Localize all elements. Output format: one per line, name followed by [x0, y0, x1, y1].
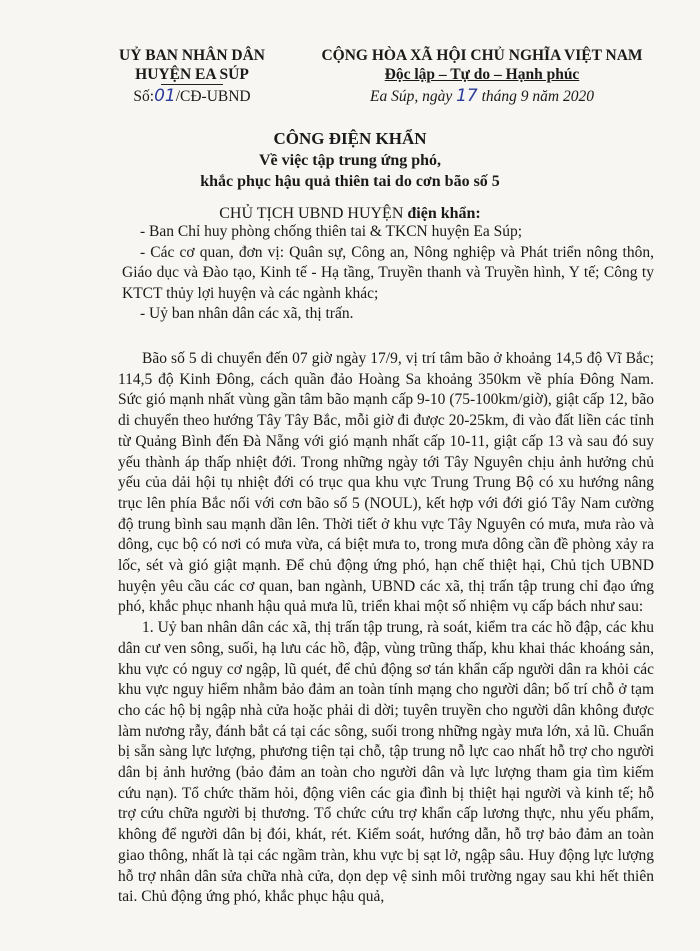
doc-number-suffix: /CĐ-UBND [175, 88, 251, 105]
recipient-item: - Uỷ ban nhân dân các xã, thị trấn. [140, 305, 354, 322]
document-number [102, 85, 282, 108]
authority-line-1: UỶ BAN NHÂN DÂN [119, 47, 265, 64]
date-day-handwritten: 17 [456, 86, 478, 106]
recipients-list [122, 222, 654, 325]
document-body [118, 349, 654, 908]
nation-name: CỘNG HÒA XÃ HỘI CHỦ NGHĨA VIỆT NAM [321, 47, 643, 64]
issuing-authority [102, 46, 282, 108]
issue-date [292, 85, 672, 108]
title-line-3: khắc phục hậu quả thiên tai do cơn bão số 5 [200, 173, 500, 190]
body-paragraph: 1. Uỷ ban nhân dân các xã, thị trấn tập trung, rà soát, kiểm tra các hồ đập, các khu dân cư ven sông, suối, hạ lưu các hồ, đập, vùng trũng thấp, khu khai thác khoáng sản, khu vực có nguy cơ ngập, lũ quét, để chủ động sơ tán khẩn cấp người dân ra khỏi các khu vực nguy hiểm nhằm bảo đảm an toàn tính mạng cho người dân; bố trí chỗ ở tạm cho các hộ bị ngập nhà cửa hoặc phải di dời; tuyên truyền cho người dân không được làm nương rẫy, đánh bắt cá tại các sông, suối trong những ngày mưa lớn, xả lũ. Chuẩn bị sẵn sàng lực lượng, phương tiện tại chỗ, tập trung nỗ lực cao nhất hỗ trợ cho người dân bị ảnh hưởng (bảo đảm an toàn cho người dân và lực lượng tham gia tìm kiếm cứu nạn). Tổ chức thăm hỏi, động viên các gia đình bị thiệt hại người và kinh tế; hỗ trợ cứu chữa người bị thương. Tổ chức cứu trợ khẩn cấp lương thực, nhu yếu phẩm, không để người dân bị đói, khát, rét. Kiểm soát, hướng dẫn, hỗ trợ bảo đảm an toàn giao thông, nhất là tại các ngầm tràn, khu vực bị sạt lở, ngập sâu. Huy động lực lượng hỗ trợ nhân dân sửa chữa nhà cửa, dọn dẹp vệ sinh môi trường ngay sau khi hết thiên tai. Chủ động ứng phó, khắc phục hậu quả, [118, 619, 654, 906]
national-heading [292, 46, 672, 108]
document-title [0, 128, 700, 192]
title-line-2: Về việc tập trung ứng phó, [258, 152, 442, 169]
chairman-directive [0, 203, 700, 224]
authority-line-2: HUYỆN EA SÚP [135, 66, 249, 83]
doc-number-handwritten: 01 [154, 86, 176, 106]
national-motto: Độc lập – Tự do – Hạnh phúc [384, 66, 580, 83]
recipient-item: - Ban Chỉ huy phòng chống thiên tai & TKCN huyện Ea Súp; [140, 223, 523, 240]
recipient-item: - Các cơ quan, đơn vị: Quân sự, Công an, Nông nghiệp và Phát triển nông thôn, Giáo dục và Đào tạo, Kinh tế - Hạ tầng, Truyền thanh và Truyền hình, Y tế; Công ty KTCT thủy lợi huyện và các ngành khác; [122, 243, 654, 302]
body-paragraph: Bão số 5 di chuyển đến 07 giờ ngày 17/9, vị trí tâm bão ở khoảng 14,5 độ Vĩ Bắc; 114,5 độ Kinh Đông, cách quần đảo Hoàng Sa khoảng 350km về phía Đông Nam. Sức gió mạnh nhất vùng gần tâm bão mạnh cấp 9-10 (75-100km/giờ), giật cấp 12, bão di chuyển theo hướng Tây Tây Bắc, mỗi giờ đi được 20-25km, đi vào đất liền các tỉnh từ Quảng Bình đến Đà Nẵng với gió mạnh nhất cấp 10-11, giật cấp 13 và sau đó suy yếu thành áp thấp nhiệt đới. Trong những ngày tới Tây Nguyên chịu ảnh hưởng chủ yếu của dải hội tụ nhiệt đới có trục qua khu vực Trung Trung Bộ có xu hướng nâng trục lên phía Bắc nối với cơn bão số 5 (NOUL), kết hợp với đới gió Tây Nam cường độ trung bình sau mạnh dần lên. Thời tiết ở khu vực Tây Nguyên có mưa, mưa rào và dông, cục bộ có nơi có mưa vừa, cá biệt mưa to, trong mưa dông cần đề phòng xảy ra lốc, sét và gió giật mạnh. Để chủ động ứng phó, hạn chế thiệt hại, Chủ tịch UBND huyện yêu cầu các cơ quan, ban ngành, UBND các xã, thị trấn tập trung chỉ đạo ứng phó, khắc phục nhanh hậu quả mưa lũ, triển khai một số nhiệm vụ cấp bách như sau: [118, 350, 654, 616]
date-prefix: Ea Súp, ngày [370, 88, 453, 105]
doc-number-prefix: Số: [133, 88, 155, 105]
chairman-prefix: CHỦ TỊCH UBND HUYỆN [219, 205, 404, 222]
title-line-1: CÔNG ĐIỆN KHẨN [273, 129, 427, 148]
date-suffix: tháng 9 năm 2020 [481, 88, 594, 105]
chairman-urgent: điện khẩn: [407, 205, 481, 222]
